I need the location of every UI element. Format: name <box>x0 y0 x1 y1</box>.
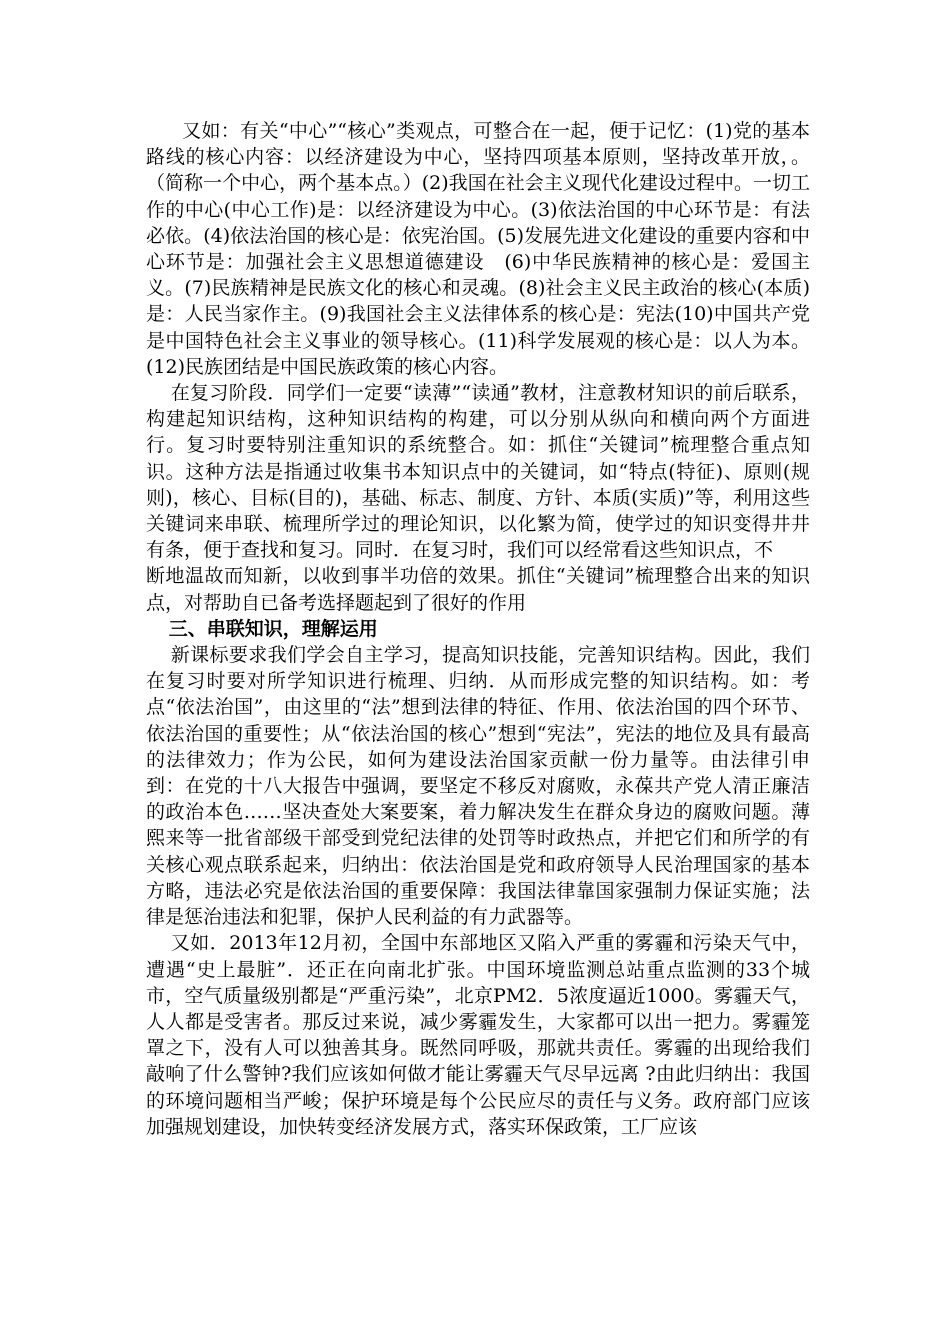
paragraph-new-curriculum: 新课标要求我们学会自主学习，提高知识技能，完善知识结构。因此，我们在复习时要对所学知识进行梳理、归纳．从而形成完整的知识结构。如：考点“依法治国”，由这里的“法”想到法律的特征、作用、依法治国的四个环节、依法治国的重要性；从“依法治国的核心”想到“宪法”，宪法的地位及具有最高的法律效力；作为公民，如何为建设法治国家贡献一份力量等。由法律引申到：在党的十八大报告中强调，要坚定不移反对腐败，永葆共产党人清正廉洁的政治本色……坚决查处大案要案，着力解决发生在群众身边的腐败问题。薄熙来等一批省部级干部受到党纪法律的处罚等时政热点，并把它们和所学的有关核心观点联系起来，归纳出：依法治国是党和政府领导人民治理国家的基本方略，违法必究是依法治国的重要保障：我国法律靠国家强制力保证实施；法律是惩治违法和犯罪，保护人民利益的有力武器等。 <box>146 644 810 929</box>
paragraph-keyword-benefit: 断地温故而知新，以收到事半功倍的效果。抓住“关键词”梳理整合出来的知识点，对帮助自已备考选择题起到了很好的作用 <box>146 565 810 614</box>
section-heading: 三、串联知识，理解运用 <box>168 617 378 640</box>
document-page <box>146 118 810 1140</box>
paragraph-smog-example: 又如．2013年12月初，全国中东部地区又陷入严重的雾霾和污染天气中，遭遇“史上最脏”．还正在向南北扩张。中国环境监测总站重点监测的33个城市，空气质量级别都是“严重污染”，北京PM2．5浓度逼近1000。雾霾天气，人人都是受害者。那反过来说，减少雾霾发生，大家都可以出一把力。雾霾笼罩之下，没有人可以独善其身。既然同呼吸，那就共责任。雾霾的出现给我们敲响了什么警钟?我们应该如何做才能让雾霾天气尽早远离 ?由此归纳出：我国的环境问题相当严峻；保护环境是每个公民应尽的责任与义务。政府部门应该加强规划建设，加快转变经济发展方式，落实环保政策，工厂应该 <box>146 932 810 1138</box>
paragraph-core-concepts: 又如：有关“中心”“核心”类观点，可整合在一起，便于记忆：(1)党的基本路线的核心内容：以经济建设为中心，坚持四项基本原则，坚持改革开放，。（简称一个中心，两个基本点。）(2)我国在社会主义现代化建设过程中。一切工作的中心(中心工作)是：以经济建设为中心。(3)依法治国的中心环节是：有法必依。(4)依法治国的核心是：依宪治国。(5)发展先进文化建设的重要内容和中心环节是：加强社会主义思想道德建设 (6)中华民族精神的核心是：爱国主义。(7)民族精神是民族文化的核心和灵魂。(8)社会主义民主政治的核心(本质)是：人民当家作主。(9)我国社会主义法律体系的核心是：宪法(10)中国共产党是中国特色社会主义事业的领导核心。(11)科学发展观的核心是：以人为本。(12)民族团结是中国民族政策的核心内容。 <box>146 120 810 378</box>
paragraph-review-stage: 在复习阶段．同学们一定要“读薄”“读通”教材，注意教材知识的前后联系，构建起知识结构，这种知识结构的构建，可以分别从纵向和横向两个方面进行。复习时要特别注重知识的系统整合。如：抓住“关键词”梳理整合重点知识。这种方法是指通过收集书本知识点中的关键词，如“特点(特征)、原则(规则)，核心、目标(目的)，基础、标志、制度、方针、本质(实质)”等，利用这些关键词来串联、梳理所学过的理论知识，以化繁为简，使学过的知识变得井井有条，便于查找和复习。同时．在复习时，我们可以经常看这些知识点，不 <box>146 382 811 562</box>
